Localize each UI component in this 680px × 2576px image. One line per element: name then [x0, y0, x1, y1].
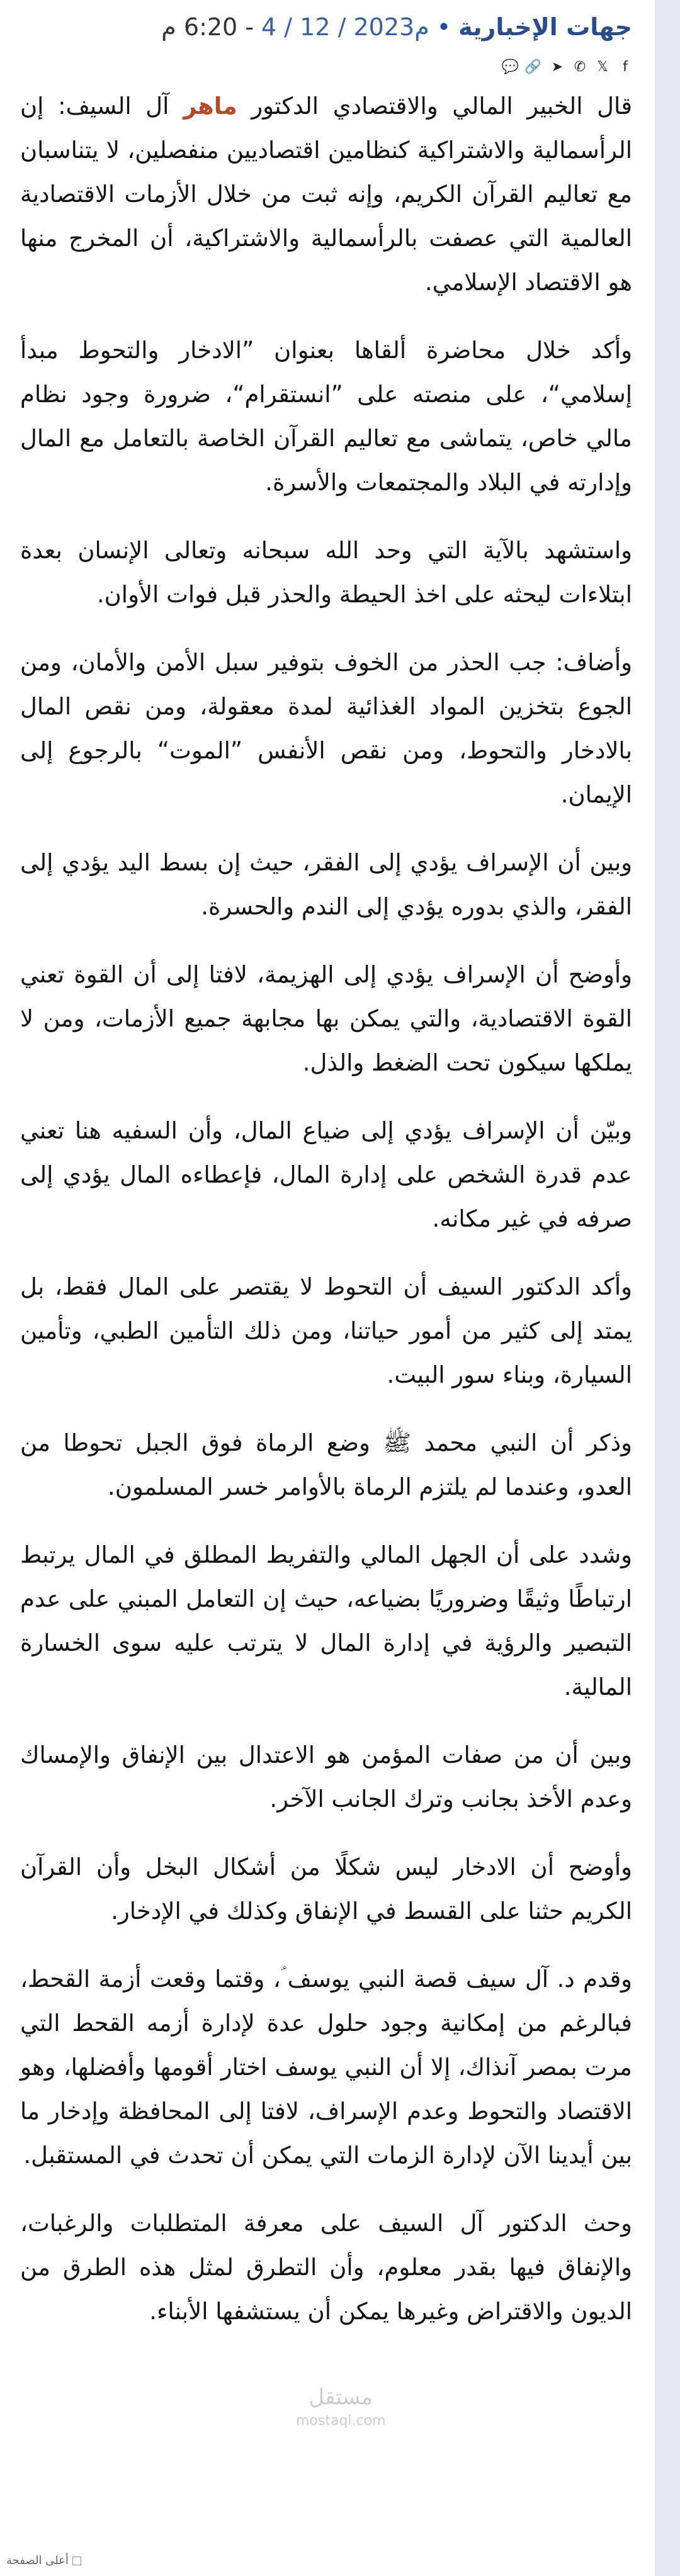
telegram-icon[interactable]: ➤: [551, 59, 564, 75]
paragraph-10: وشدد على أن الجهل المالي والتفريط المطلق في المال يرتبط ارتباطًا وثيقًا وضروريًا بضياعه، حيث إن التعامل المبني على عدم التبصير والرؤية في إدارة المال لا يترتب عليه سوى الخسارة المالية.: [20, 1541, 632, 1701]
source-link[interactable]: جهات الإخبارية: [458, 13, 632, 41]
share-toolbar: [20, 54, 632, 79]
highlighted-name: ماهر: [183, 93, 237, 120]
publish-time: - 6:20 م: [161, 13, 254, 41]
paragraph-2: وأكد خلال محاضرة ألقاها بعنوان ”الادخار والتحوط مبدأ إسلامي“، على منصته على ”انستقرام“، ضرورة وجود نظام مالي خاص، يتماشى مع تعاليم القرآن الخاصة بالتعامل مع المال وإدارته في البلاد والمجتمعات والأسرة.: [20, 337, 632, 496]
paragraph-6: وأوضح أن الإسراف يؤدي إلى الهزيمة، لافتا إلى أن القوة تعني القوة الاقتصادية، والتي يمكن بها مجابهة جميع الأزمات، ومن لا يملكها سيكون تحت الضغط والذل.: [20, 961, 632, 1076]
paragraph-1-end: آل السيف: إن الرأسمالية والاشتراكية كنظامين اقتصاديين منفصلين، لا يتناسبان مع تعاليم القرآن الكريم، وإنه ثبت من خلال الأزمات الاقتصادية العالمية التي عصفت بالرأسمالية والاشتراكية، أن المخرج منها هو الاقتصاد الإسلامي.: [20, 93, 632, 296]
publish-date: 4 / 12 / 2023م: [261, 13, 429, 41]
whatsapp-icon[interactable]: ✆: [574, 59, 586, 75]
x-icon[interactable]: 𝕏: [597, 59, 608, 75]
paragraph-1-start: قال الخبير المالي والاقتصادي الدكتور: [237, 93, 633, 120]
meta-separator: •: [436, 13, 451, 41]
comment-icon[interactable]: 💬: [501, 59, 519, 75]
paragraph-14: وحث الدكتور آل السيف على معرفة المتطلبات والرغبات، والإنفاق فيها بقدر معلوم، وأن التطرق لمثل هذه الطرق من الديون والاقتراض وغيرها يمكن أن يستشفها الأبناء.: [20, 2210, 632, 2325]
page-side-band: [655, 0, 680, 2576]
paragraph-13: وقدم د. آل سيف قصة النبي يوسف ؑ، وقتما وقعت أزمة القحط، فبالرغم من إمكانية وجود حلول عدة لإدارة أزمه القحط التي مرت بمصر آنذاك، إلا أن النبي يوسف اختار أقومها وأفضلها، وهو الاقتصاد والتحوط وعدم الإسراف، لافتا إلى المحافظة وإدخار ما بين أيدينا الآن لإدارة الزمات التي يمكن أن تحدث في المستقبل.: [20, 1966, 632, 2169]
paragraph-8: وأكد الدكتور السيف أن التحوط لا يقتصر على المال فقط، بل يمتد إلى كثير من أمور حياتنا، ومن ذلك التأمين الطبي، وتأمين السيارة، وبناء سور البيت.: [20, 1273, 632, 1388]
back-to-top-label: أعلى الصفحة: [6, 2554, 69, 2567]
article-meta-header: [20, 0, 632, 54]
facebook-icon[interactable]: f: [623, 59, 628, 75]
paragraph-11: وبين أن من صفات المؤمن هو الاعتدال بين الإنفاق والإمساك وعدم الأخذ بجانب وترك الجانب الآخر.: [20, 1741, 632, 1813]
watermark-arabic: مستقل: [309, 2385, 373, 2410]
mostaql-watermark: [296, 2385, 386, 2433]
paragraph-4: وأضاف: جب الحذر من الخوف بتوفير سبل الأمن والأمان، ومن الجوع بتخزين المواد الغذائية لمدة معقولة، ومن نقص المال بالادخار والتحوط، ومن نقص الأنفس ”الموت“ بالرجوع إلى الإيمان.: [20, 649, 632, 808]
paragraph-9: وذكر أن النبي محمد ﷺ وضع الرماة فوق الجبل تحوطا من العدو، وعندما لم يلتزم الرماة بالأوامر خسر المسلمون.: [20, 1429, 632, 1500]
link-icon[interactable]: 🔗: [524, 59, 541, 75]
paragraph-7: وبيّن أن الإسراف يؤدي إلى ضياع المال، وأن السفيه هنا تعني عدم قدرة الشخص على إدارة المال، فإعطاءه المال يؤدي إلى صرفه في غير مكانه.: [20, 1117, 632, 1232]
up-arrow-icon: [72, 2556, 81, 2565]
back-to-top-link[interactable]: [6, 2554, 81, 2567]
paragraph-12: وأوضح أن الادخار ليس شكلًا من أشكال البخل وأن القرآن الكريم حثنا على القسط في الإنفاق وكذلك في الإدخار.: [20, 1853, 632, 1925]
article-body: [20, 84, 632, 2334]
paragraph-1: [20, 84, 632, 305]
paragraph-5: وبين أن الإسراف يؤدي إلى الفقر، حيث إن بسط اليد يؤدي إلى الفقر، والذي بدوره يؤدي إلى الندم والحسرة.: [20, 849, 632, 920]
watermark-latin: mostaql.com: [296, 2413, 386, 2429]
paragraph-3: واستشهد بالآية التي وحد الله سبحانه وتعالى الإنسان بعدة ابتلاءات ليحثه على اخذ الحيطة والحذر قبل فوات الأوان.: [20, 537, 632, 608]
